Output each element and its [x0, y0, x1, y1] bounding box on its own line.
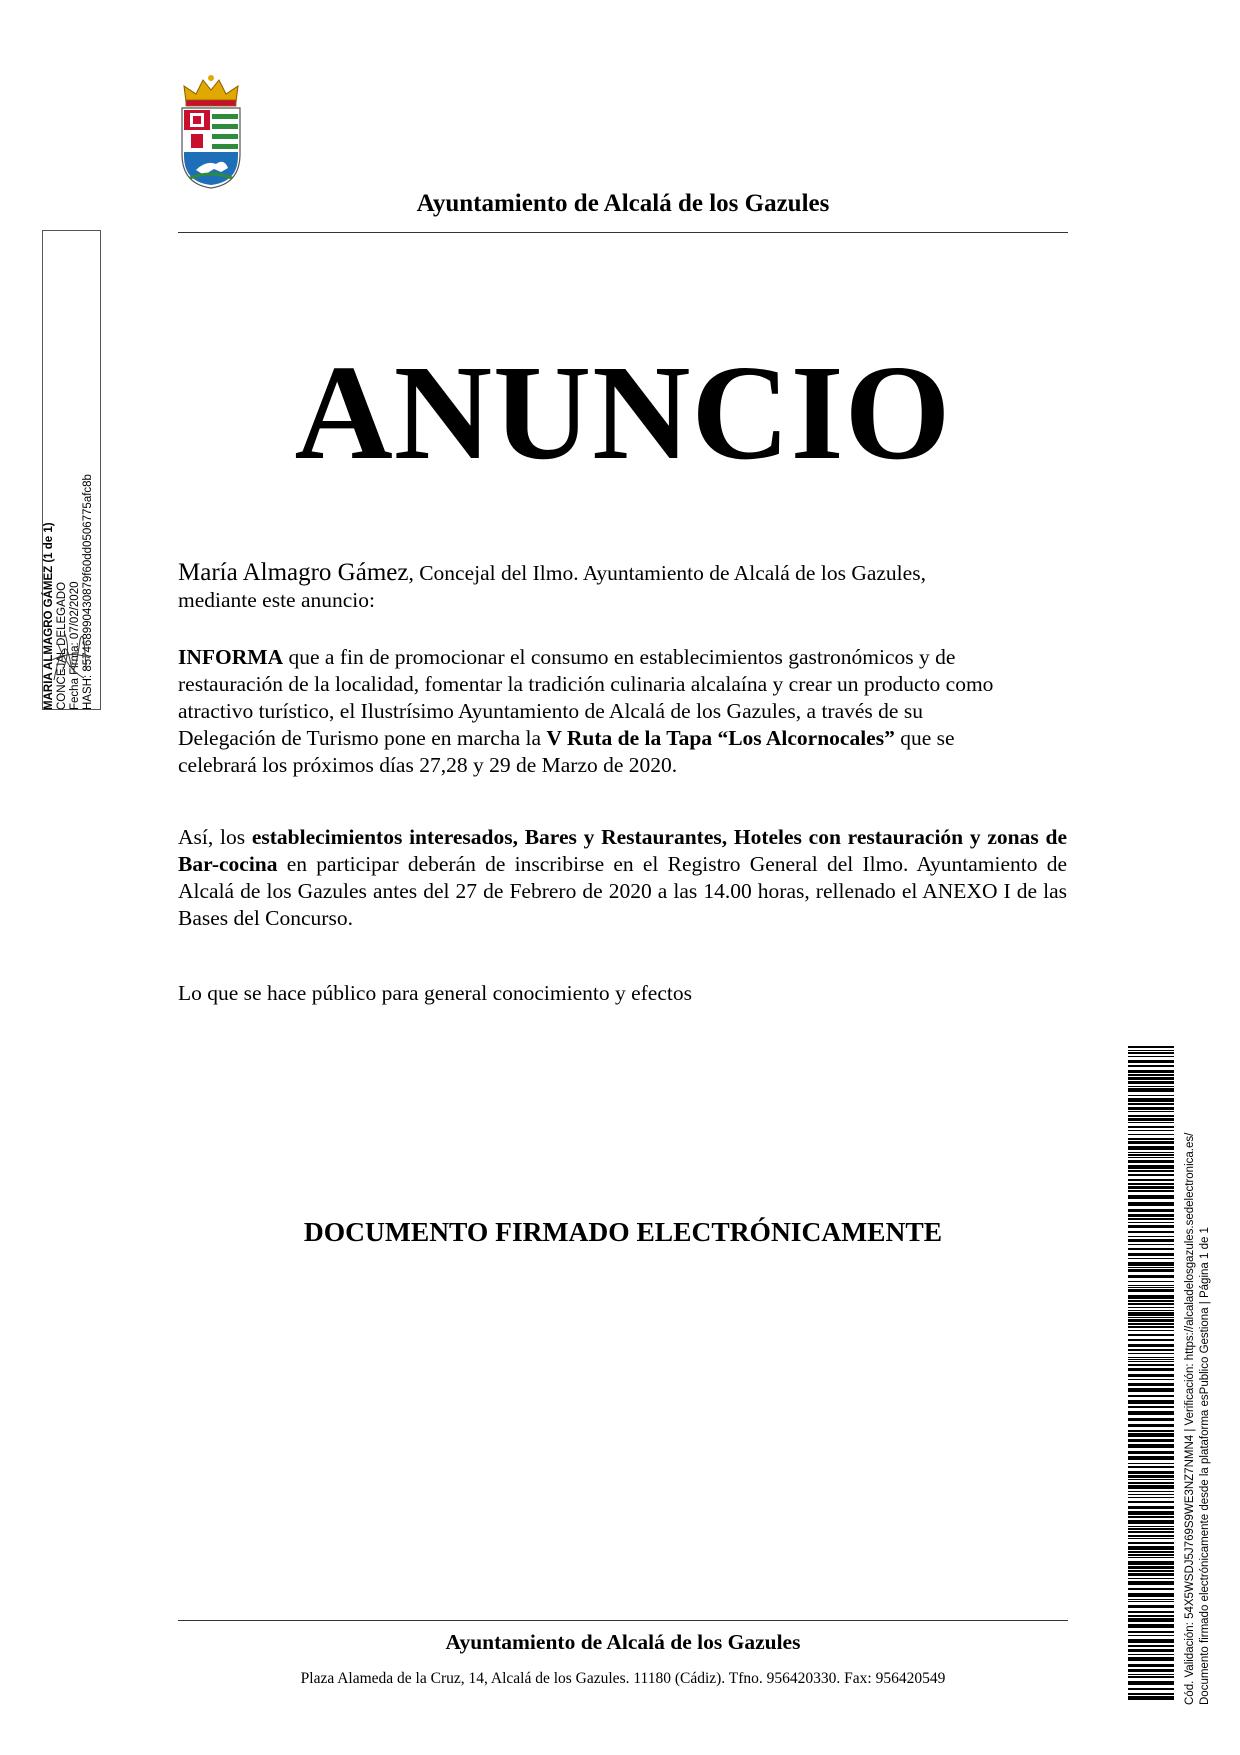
registration-text-rest: en participar deberán de inscribirse en el Registro General del Ilmo. Ayuntamiento de Alcalá de los Gazules antes del 27 de Febrero de 2020 a las 14.00 horas, rellenado el ANEXO I de las Bases del Concurso. — [178, 852, 1067, 930]
validation-code: Cód. Validación: 54X5WSDJ5J769S9WE3NZ7NMN4 | Verificación: https://alcaladelosgazules.sedelectronica.es/ — [1184, 1132, 1196, 1705]
informa-line5: celebrará los próximos días 27,28 y 29 de Marzo de 2020. — [178, 753, 678, 777]
intro-text: , Concejal del Ilmo. Ayuntamiento de Alcalá de los Gazules, — [408, 561, 926, 585]
signature-hash: HASH: 857468990430879f60dd0506775afc8b — [82, 474, 94, 710]
footer-title: Ayuntamiento de Alcalá de los Gazules — [445, 1630, 801, 1654]
header-title: Ayuntamiento de Alcalá de los Gazules — [416, 190, 830, 217]
footer-address: Plaza Alameda de la Cruz, 14, Alcalá de los Gazules. 11180 (Cádiz). Tfno. 956420330. Fax: 956420549 — [300, 1670, 946, 1687]
signer-name: María Almagro Gámez — [178, 559, 409, 586]
intro-text-line2: mediante este anuncio: — [178, 588, 376, 612]
informa-line3: atractivo turístico, el Ilustrísimo Ayuntamiento de Alcalá de los Gazules, a través de su — [178, 699, 923, 723]
barcode-icon — [1128, 1046, 1174, 1700]
signed-notice: DOCUMENTO FIRMADO ELECTRÓNICAMENTE — [303, 1216, 943, 1247]
document-title: ANUNCIO — [294, 338, 952, 488]
informa-keyword: INFORMA — [178, 645, 284, 669]
header-divider — [178, 232, 1068, 233]
signature-role: CONCEJAL DELEGADO — [56, 581, 68, 710]
coat-of-arms-icon — [176, 72, 246, 190]
informa-line4-start: Delegación de Turismo pone en marcha la — [178, 726, 547, 750]
signature-name: MARIA ALMAGRO GÁMEZ (1 de 1) — [43, 522, 55, 710]
registration-paragraph — [178, 824, 1067, 932]
informa-line2: restauración de la localidad, fomentar la tradición culinaria alcalaína y crear un producto como — [178, 672, 994, 696]
signature-date: Fecha Firma: 07/02/2020 — [69, 581, 81, 710]
intro-paragraph — [178, 559, 1067, 614]
informa-paragraph — [178, 644, 1067, 779]
registration-eligible: establecimientos interesados, Bares y Restaurantes, Hoteles con restauración y zonas de Bar-cocina — [178, 825, 1067, 876]
validation-details — [1183, 1045, 1223, 1705]
footer-divider — [178, 1620, 1068, 1621]
validation-platform: Documento firmado electrónicamente desde la plataforma esPublico Gestiona | Página 1 de 1 — [1199, 1227, 1211, 1705]
informa-line1: que a fin de promocionar el consumo en establecimientos gastronómicos y de — [283, 645, 956, 669]
closing-paragraph: Lo que se hace público para general conocimiento y efectos — [178, 981, 692, 1005]
registration-text-start: Así, los — [178, 825, 252, 849]
handwritten-signature-icon — [44, 620, 96, 692]
event-name: V Ruta de la Tapa “Los Alcornocales” — [546, 726, 895, 750]
informa-line4-end: que se — [894, 726, 955, 750]
